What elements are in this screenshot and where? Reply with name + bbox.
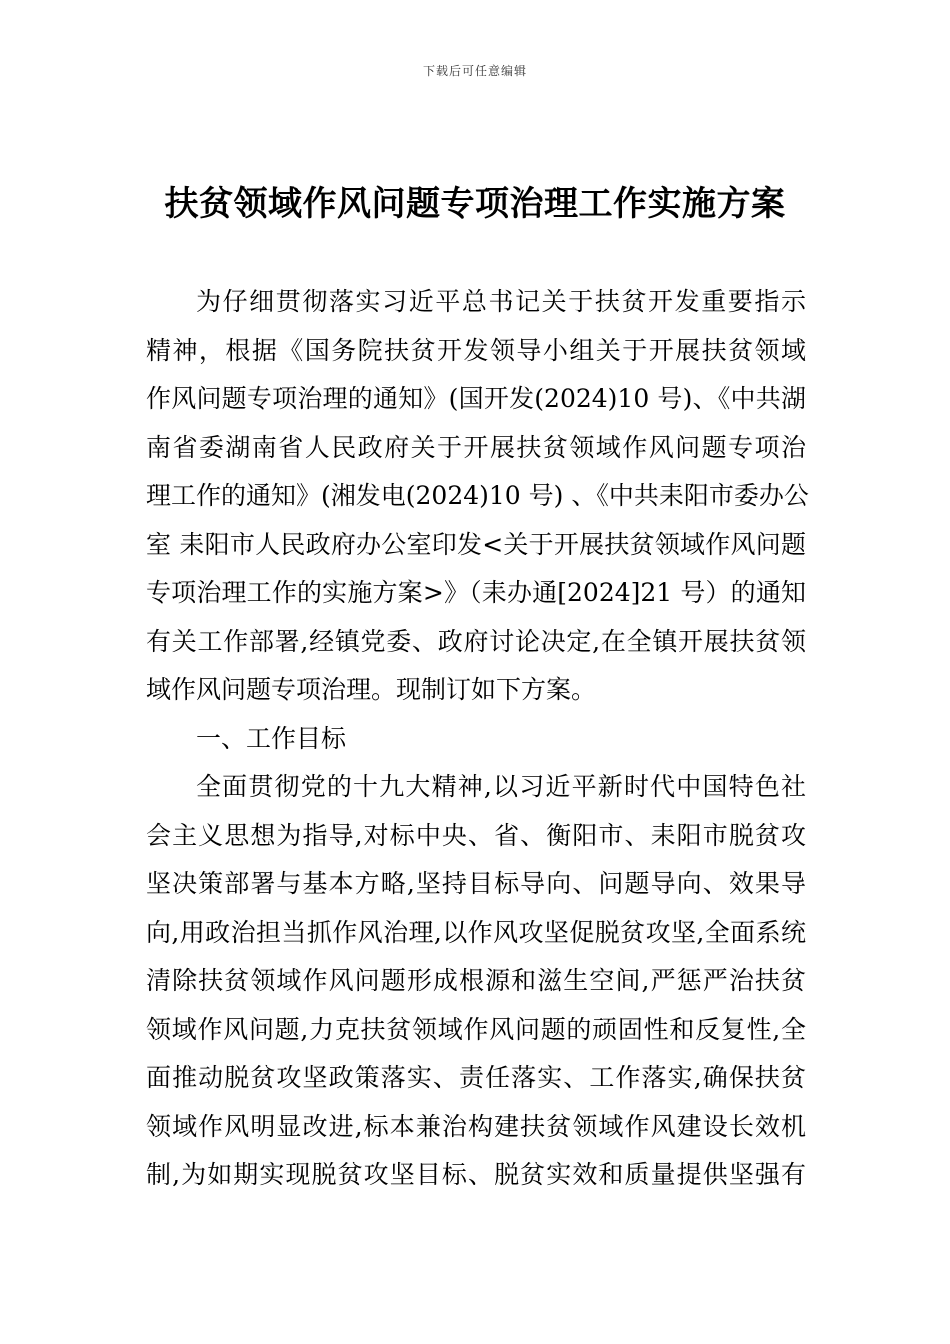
paragraph-line: 室 耒阳市人民政府办公室印发<关于开展扶贫领域作风问题 bbox=[146, 529, 806, 559]
paragraph-line: 制,为如期实现脱贫攻坚目标、脱贫实效和质量提供坚强有 bbox=[146, 1160, 806, 1189]
paragraph-line: 作风问题专项治理的通知》(国开发(2024)10 号)、《中共湖 bbox=[146, 384, 806, 413]
paragraph-line: 理工作的通知》(湘发电(2024)10 号) 、《中共耒阳市委办公 bbox=[146, 481, 809, 510]
paragraph-line: 南省委湖南省人民政府关于开展扶贫领域作风问题专项治 bbox=[146, 432, 806, 462]
paragraph-line: 清除扶贫领域作风问题形成根源和滋生空间,严惩严治扶贫 bbox=[146, 966, 806, 995]
paragraph-line: 专项治理工作的实施方案>》（耒办通[2024]21 号）的通知 bbox=[146, 578, 806, 607]
section-heading: 一、工作目标 bbox=[196, 723, 347, 753]
paragraph-line: 域作风问题专项治理。现制订如下方案。 bbox=[146, 675, 597, 704]
paragraph-line: 坚决策部署与基本方略,坚持目标导向、问题导向、效果导 bbox=[146, 869, 806, 898]
paragraph-line: 领域作风明显改进,标本兼治构建扶贫领域作风建设长效机 bbox=[146, 1111, 806, 1141]
paragraph-line: 为仔细贯彻落实习近平总书记关于扶贫开发重要指示 bbox=[196, 287, 806, 316]
paragraph-line: 会主义思想为指导,对标中央、省、衡阳市、耒阳市脱贫攻 bbox=[146, 820, 806, 850]
header-note: 下载后可任意编辑 bbox=[422, 64, 527, 78]
paragraph-line: 领域作风问题,力克扶贫领域作风问题的顽固性和反复性,全 bbox=[146, 1014, 806, 1044]
paragraph-line: 面推动脱贫攻坚政策落实、责任落实、工作落实,确保扶贫 bbox=[146, 1063, 806, 1092]
document-body bbox=[146, 278, 809, 1200]
document-title: 扶贫领域作风问题专项治理工作实施方案 bbox=[164, 184, 786, 224]
paragraph-line: 有关工作部署,经镇党委、政府讨论决定,在全镇开展扶贫领 bbox=[146, 626, 806, 656]
paragraph-line: 精神，根据《国务院扶贫开发领导小组关于开展扶贫领域 bbox=[146, 335, 806, 365]
paragraph-line: 全面贯彻党的十九大精神,以习近平新时代中国特色社 bbox=[196, 772, 806, 801]
paragraph-line: 向,用政治担当抓作风治理,以作风攻坚促脱贫攻坚,全面系统 bbox=[146, 917, 806, 947]
